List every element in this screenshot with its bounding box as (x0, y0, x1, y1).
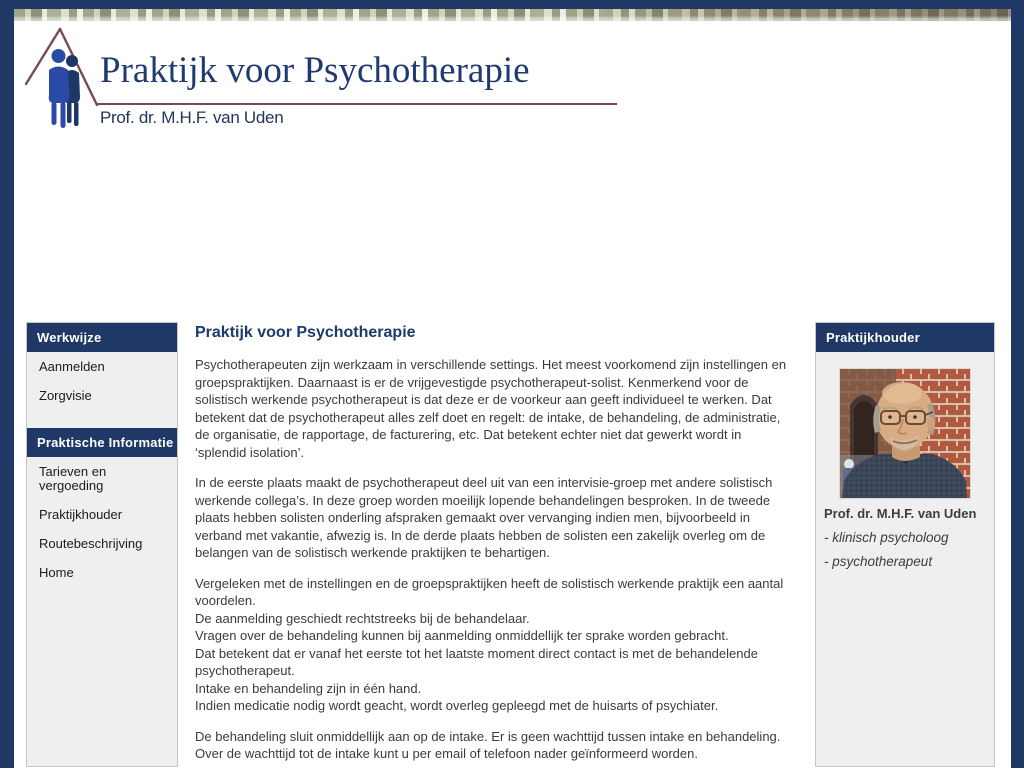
paragraph: De behandeling sluit onmiddellijk aan op de intake. Er is geen wachttijd tussen intake en behandeling. Over de wachttijd tot de intake kunt u per email of telefoon nader geïnformeerd worden. (195, 728, 781, 761)
owner-name: Prof. dr. M.H.F. van Uden (824, 506, 977, 521)
sidebar-item-aanmelden[interactable]: Aanmelden (39, 359, 105, 374)
owner-portrait-photo (839, 368, 971, 499)
paragraph-line: Vergeleken met de instellingen en de groepspraktijken heeft de solistisch werkende praktijk een aantal voordelen. (195, 575, 784, 608)
sidebar-item-praktijkhouder[interactable]: Praktijkhouder (39, 507, 123, 522)
frame-top-bar (0, 0, 1024, 9)
practice-logo-icon[interactable] (22, 26, 107, 138)
sidebar-item-tarieven-en-vergoeding[interactable]: Tarieven en vergoeding (39, 464, 107, 493)
paragraph (195, 575, 794, 715)
praktijkhouder-panel (815, 322, 995, 767)
paragraph-line: Intake en behandeling zijn in één hand. (195, 680, 422, 696)
portrait-illustration (840, 369, 970, 498)
sidebar-item-home[interactable]: Home (39, 565, 74, 580)
nav-section-header-werkwijze: Werkwijze (27, 323, 177, 352)
paragraph-line: De aanmelding geschiedt rechtstreeks bij de behandelaar. (195, 610, 530, 626)
banner-photo-strip (14, 9, 1011, 21)
frame-right-bar (1011, 0, 1024, 768)
paragraph: Psychotherapeuten zijn werkzaam in verschillende settings. Het meest voorkomend zijn instellingen en groepspraktijken. Daarnaast is er de vrijgevestigde psychotherapeut-solist. Kenmerkend voor de solistisch werkende psychotherapeut is dat deze er de voorkeur aan geeft individueel te werken. Dat betekent dat de psychotherapeut alles zelf doet en regelt: de intake, de behandeling, de administratie, de organisatie, de rapportage, de facturering, etc. Dat betekent echter niet dat gewerkt wordt in ‘splendid isolation’. (195, 357, 787, 460)
site-subtitle: Prof. dr. M.H.F. van Uden (100, 108, 284, 127)
page-title: Praktijk voor Psychotherapie (195, 324, 416, 341)
frame-left-bar (0, 0, 14, 768)
title-underline (96, 103, 617, 105)
owner-role-psycholoog: - klinisch psycholoog (824, 530, 949, 545)
praktijkhouder-panel-header: Praktijkhouder (816, 323, 994, 352)
site-title: Praktijk voor Psychotherapie (100, 50, 530, 91)
paragraph-line: Vragen over de behandeling kunnen bij aanmelding onmiddellijk ter sprake worden gebracht. (195, 628, 729, 643)
nav-section-gap (27, 410, 177, 428)
sidebar-item-zorgvisie[interactable]: Zorgvisie (39, 388, 92, 403)
nav-section-header-praktische-informatie: Praktische Informatie (27, 428, 177, 457)
paragraph-line: Dat betekent dat er vanaf het eerste tot het laatste moment direct contact is met de behandelende psychotherapeut. (195, 645, 758, 678)
owner-role-psychotherapeut: - psychotherapeut (824, 554, 933, 569)
left-nav-panel (26, 322, 178, 767)
paragraph: In de eerste plaats maakt de psychotherapeut deel uit van een intervisie-groep met andere solistisch werkende collega’s. In deze groep worden moeilijk lopende behandelingen besproken. In de tweede plaats hebben solisten onderling afspraken gemaakt over vervanging indien men, bijvoorbeeld in verband met vakantie, afwezig is. In de derde plaats hebben de solisten een zakelijk overleg om de belangen van de solistisch werkende praktijken te behartigen. (195, 475, 773, 560)
main-content (195, 324, 794, 776)
sidebar-item-routebeschrijving[interactable]: Routebeschrijving (39, 536, 143, 551)
paragraph-line: Indien medicatie nodig wordt geacht, wordt overleg gepleegd met de huisarts of psychiater. (195, 698, 719, 713)
